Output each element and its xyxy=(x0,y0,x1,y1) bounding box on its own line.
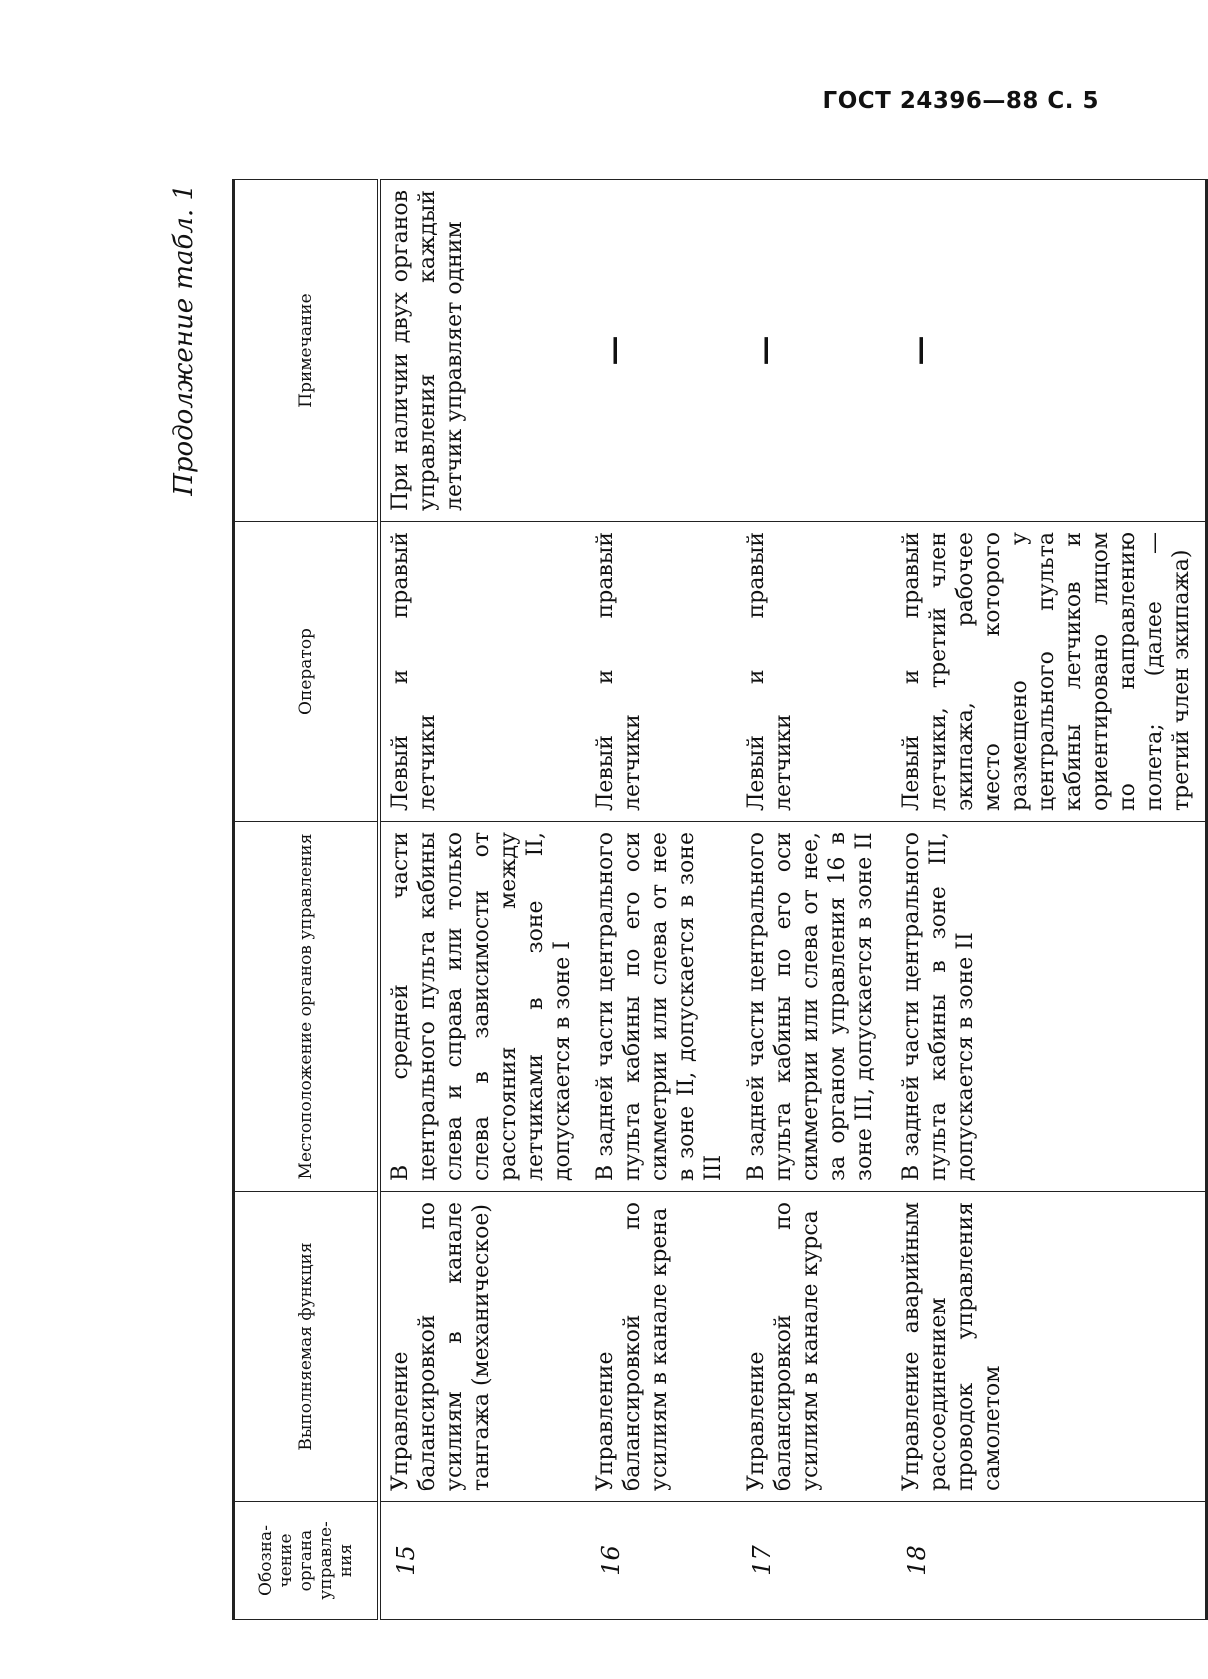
rotated-table-block xyxy=(160,180,1194,1620)
row-location: В задней части центрального пульта кабины по его оси симметрии или слева от нее в зоне II, допускается в зоне III xyxy=(586,822,737,1192)
row-note xyxy=(586,180,737,522)
row-operator: Левый и правый летчики xyxy=(737,522,892,822)
row-number: 16 xyxy=(586,1502,737,1620)
header-designation: Обозна-чение органа управле-ния xyxy=(234,1502,380,1620)
row-location: В задней части центрального пульта кабины в зоне III, допускается в зоне II xyxy=(892,822,1207,1192)
row-note xyxy=(892,180,1207,522)
row-function: Управление аварийным рассоединением проводок управления самолетом xyxy=(892,1192,1207,1502)
row-operator: Левый и правый летчики xyxy=(586,522,737,822)
row-location: В задней части центрального пульта кабины по его оси симметрии или слева от нее, за органом управления 16 в зоне III, допускается в зоне II xyxy=(737,822,892,1192)
row-operator: Левый и правый летчики xyxy=(379,522,586,822)
header-operator: Оператор xyxy=(234,522,380,822)
table-header-row xyxy=(234,180,380,1620)
row-number: 15 xyxy=(379,1502,586,1620)
page-header: ГОСТ 24396—88 С. 5 xyxy=(822,88,1099,114)
dash-mark: — xyxy=(747,335,782,366)
row-operator: Левый и правый летчики, третий член экипажа, рабочее место которого размещено у центрального пульта кабины летчиков и ориентировано лицом по направлению полета; (далее — третий член экипажа) xyxy=(892,522,1207,822)
table-row xyxy=(892,180,1207,1620)
table-row xyxy=(586,180,737,1620)
row-function: Управление балансировкой по усилиям в канале крена xyxy=(586,1192,737,1502)
table-row xyxy=(379,180,586,1620)
row-number: 18 xyxy=(892,1502,1207,1620)
table-row xyxy=(737,180,892,1620)
row-number: 17 xyxy=(737,1502,892,1620)
header-location: Местоположение органов управления xyxy=(234,822,380,1192)
row-function: Управление балансировкой по усилиям в канале курса xyxy=(737,1192,892,1502)
dash-mark: — xyxy=(596,335,631,366)
table-caption: Продолжение табл. 1 xyxy=(169,184,199,496)
dash-mark: — xyxy=(902,335,937,366)
row-function: Управление балансировкой по усилиям в канале тангажа (механическое) xyxy=(379,1192,586,1502)
control-table xyxy=(232,179,1208,1620)
row-note: При наличии двух органов управления каждый летчик управляет одним xyxy=(379,180,586,522)
row-note xyxy=(737,180,892,522)
header-note: Примечание xyxy=(234,180,380,522)
row-location: В средней части центрального пульта кабины слева и справа или только слева в зависимости от расстояния между летчиками в зоне II, допускается в зоне I xyxy=(379,822,586,1192)
header-function: Выполняемая функция xyxy=(234,1192,380,1502)
